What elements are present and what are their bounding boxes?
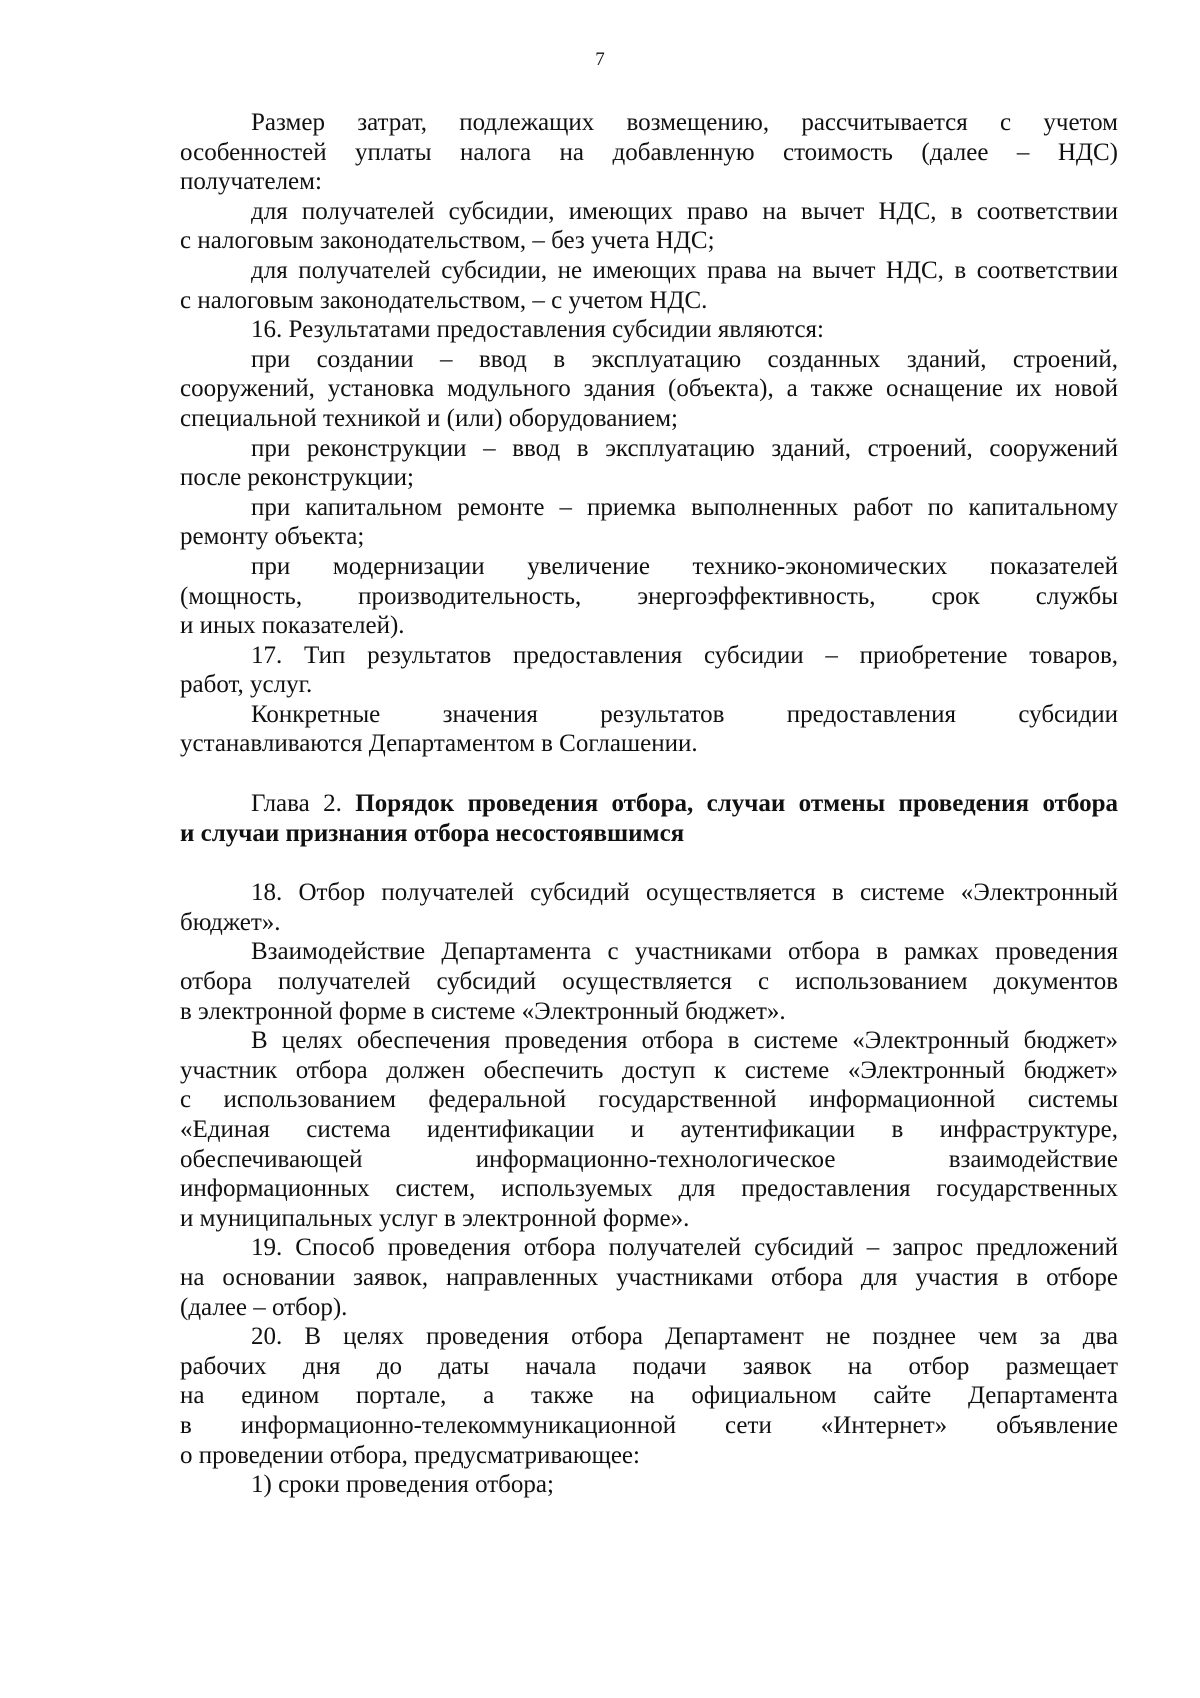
chapter-heading-line-2: и случаи признания отбора несостоявшимся [180,819,685,847]
paragraph [180,493,1118,552]
paragraph-line: с использованием федеральной государственной информационной системы [180,1086,1118,1114]
paragraph [180,1322,1118,1470]
paragraph-line: рабочих дня до даты начала подачи заявок на отбор размещает [180,1352,1118,1380]
paragraph-line: и муниципальных услуг в электронной форме». [180,1204,690,1232]
paragraph [180,1233,1118,1322]
paragraph-line: (далее – отбор). [180,1293,348,1321]
paragraph-line: (мощность, производительность, энергоэффективность, срок службы [180,582,1118,610]
paragraph-line: отбора получателей субсидий осуществляется с использованием документов [180,968,1118,996]
paragraph-line: 19. Способ проведения отбора получателей субсидий – запрос предложений [251,1234,1118,1262]
paragraph-line: обеспечивающей информационно-технологическое взаимодействие [180,1145,1118,1173]
spacer [180,848,1118,878]
chapter-heading-line-1 [180,789,1118,819]
paragraph-line: В целях обеспечения проведения отбора в системе «Электронный бюджет» [251,1027,1118,1055]
spacer [180,759,1118,789]
paragraph [180,256,1118,315]
paragraph-line: Взаимодействие Департамента с участниками отбора в рамках проведения [251,938,1118,966]
chapter-label: Глава 2. [251,790,356,818]
page-number: 7 [595,49,605,70]
paragraph-line: для получателей субсидии, имеющих право на вычет НДС, в соответствии [251,197,1118,225]
paragraph [180,552,1118,641]
paragraph-line: при реконструкции – ввод в эксплуатацию зданий, строений, сооружений [251,434,1118,462]
paragraph-line: 17. Тип результатов предоставления субсидии – приобретение товаров, [251,641,1118,669]
paragraph-line: и иных показателей). [180,612,405,640]
chapter-heading [180,789,1118,848]
paragraph-line: устанавливаются Департаментом в Соглашении. [180,730,698,758]
paragraph-line: на основании заявок, направленных участниками отбора для участия в отборе [180,1263,1118,1291]
paragraph-line: с налоговым законодательством, – без учета НДС; [180,227,715,255]
paragraph-line: при капитальном ремонте – приемка выполненных работ по капитальному [251,493,1118,521]
paragraph-line: при модернизации увеличение технико-экономических показателей [251,552,1118,580]
paragraph [180,641,1118,700]
paragraph-line: 20. В целях проведения отбора Департамент не позднее чем за два [251,1323,1118,1351]
paragraph-line: 18. Отбор получателей субсидий осуществляется в системе «Электронный [251,879,1118,907]
paragraph-line: сооружений, установка модульного здания (объекта), а также оснащение их новой [180,375,1118,403]
paragraph-line: работ, услуг. [180,671,313,699]
paragraph-line: участник отбора должен обеспечить доступ к системе «Электронный бюджет» [180,1056,1118,1084]
paragraph [180,1026,1118,1233]
paragraph [180,1470,1118,1500]
paragraph [180,937,1118,1026]
paragraph [180,197,1118,256]
paragraph-line: 1) сроки проведения отбора; [251,1471,554,1499]
paragraph-line: специальной техникой и (или) оборудованием; [180,404,678,432]
paragraph [180,315,1118,345]
paragraph [180,878,1118,937]
paragraph [180,345,1118,434]
paragraph-line: 16. Результатами предоставления субсидии являются: [251,316,824,344]
paragraph-line: получателем: [180,168,322,196]
paragraph-line: в информационно-телекоммуникационной сети «Интернет» объявление [180,1411,1118,1439]
paragraph-line: «Единая система идентификации и аутентификации в инфраструктуре, [180,1116,1118,1143]
paragraph-line: с налоговым законодательством, – с учетом НДС. [180,286,708,314]
paragraph-line: о проведении отбора, предусматривающее: [180,1441,640,1469]
paragraph-line: информационных систем, используемых для предоставления государственных [180,1175,1118,1203]
paragraph-line: ремонту объекта; [180,523,365,551]
paragraph-line: Размер затрат, подлежащих возмещению, рассчитывается с учетом [251,109,1118,136]
paragraph-line: при создании – ввод в эксплуатацию созданных зданий, строений, [251,345,1118,373]
paragraph [180,434,1118,493]
paragraph-line: в электронной форме в системе «Электронный бюджет». [180,997,786,1025]
paragraph-line: на едином портале, а также на официальном сайте Департамента [180,1382,1118,1410]
paragraph-line: после реконструкции; [180,464,414,492]
paragraphs-after-chapter [180,878,1118,1499]
paragraph [180,700,1118,759]
paragraph-line: Конкретные значения результатов предоставления субсидии [251,700,1118,728]
paragraphs-before-chapter [180,108,1118,759]
paragraph-line: особенностей уплаты налога на добавленную стоимость (далее – НДС) [180,138,1118,166]
paragraph-line: бюджет». [180,908,281,936]
chapter-title-part-1: Порядок проведения отбора, случаи отмены проведения отбора [355,790,1118,818]
paragraph-line: для получателей субсидии, не имеющих права на вычет НДС, в соответствии [251,256,1118,284]
paragraph [180,108,1118,197]
document-body [180,108,1118,1500]
